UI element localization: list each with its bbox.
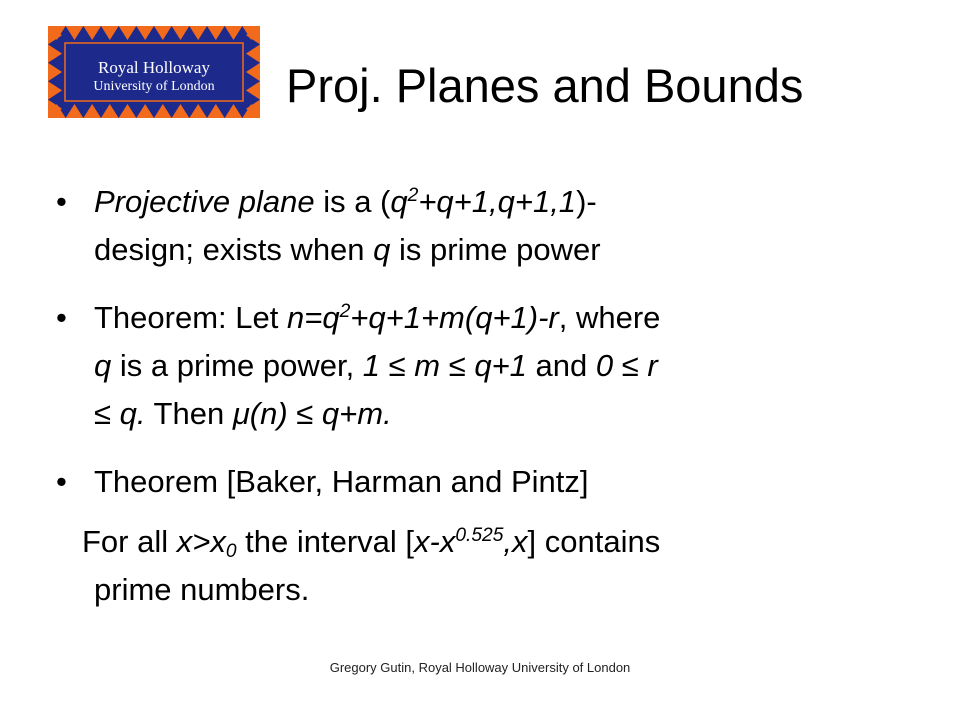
bullet-dot: • (56, 300, 67, 335)
statement-line-1: For all $x>x_0$ the interval $[x-x^{0.525},x]$ contains (82, 524, 661, 562)
statement-line-2: prime numbers. (94, 572, 310, 607)
bullet-1-line-1: Projective plane is a $(q^2+q+1,q+1,1)-$ (94, 184, 597, 219)
royal-holloway-logo (48, 26, 260, 118)
bullet-2-line-2: q is a prime power, 1 ≤ m ≤ q+1 and 0 ≤ r (94, 348, 658, 383)
footer: Gregory Gutin, Royal Holloway University of London (329, 660, 631, 675)
bullet-dot: • (56, 184, 67, 219)
bullet-2-line-1: Theorem: Let $n=q^2+q+1+m(q+1)-r$, where (94, 300, 661, 335)
bullet-2-line-3: ≤ q. Then μ(n) ≤ q+m. (94, 396, 392, 431)
logo-line2: University of London (93, 79, 215, 94)
bullet-3-line-1: Theorem [Baker, Harman and Pintz] (94, 464, 589, 499)
logo-line1: Royal Holloway (98, 58, 210, 77)
bullet-1-line-2: design; exists when q is prime power (94, 232, 601, 267)
bullet-dot: • (56, 464, 67, 499)
term-projective-plane: Projective plane (94, 184, 315, 219)
slide-title: Proj. Planes and Bounds (286, 59, 804, 112)
